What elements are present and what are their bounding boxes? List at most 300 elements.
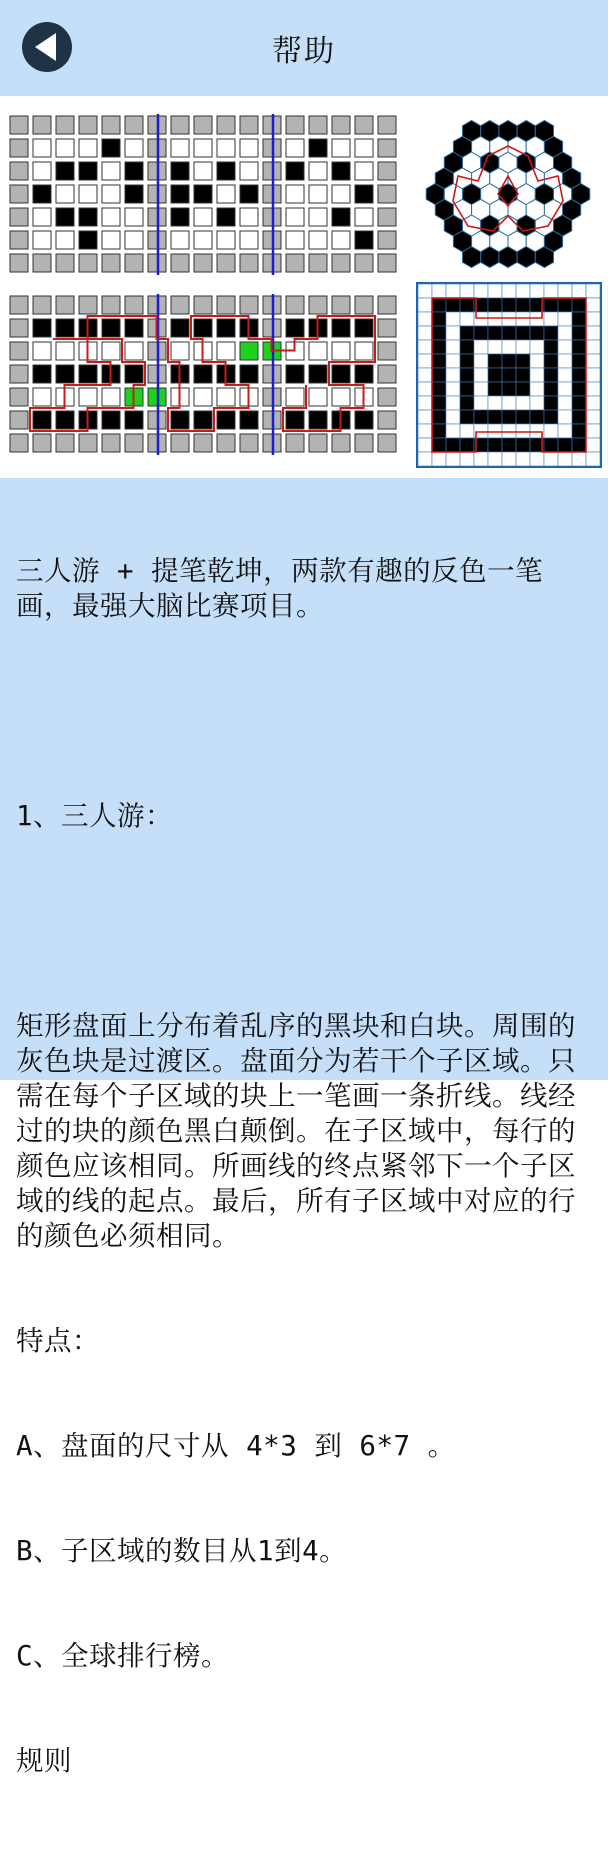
square-cell <box>544 424 558 438</box>
square-cell <box>446 396 460 410</box>
grid-cell <box>102 342 120 360</box>
square-cell <box>586 424 600 438</box>
grid-cell <box>286 139 304 157</box>
hex-cell <box>572 184 590 205</box>
square-cell <box>418 312 432 326</box>
square-cell <box>544 438 558 452</box>
grid-cell <box>10 296 28 314</box>
square-cell <box>516 368 530 382</box>
square-cell <box>502 340 516 354</box>
grid-cell <box>378 434 396 452</box>
grid-cell <box>56 319 74 337</box>
grid-cell <box>10 162 28 180</box>
square-cell <box>474 396 488 410</box>
square-cell <box>586 340 600 354</box>
grid-cell <box>10 434 28 452</box>
grid-cell <box>56 139 74 157</box>
square-cell <box>418 284 432 298</box>
grid-cell <box>194 208 212 226</box>
grid-cell <box>332 365 350 383</box>
grid-cell <box>217 116 235 134</box>
square-cell <box>516 354 530 368</box>
grid-cell <box>286 208 304 226</box>
grid-cell <box>378 342 396 360</box>
square-cell <box>516 326 530 340</box>
square-cell <box>474 410 488 424</box>
square-cell <box>586 368 600 382</box>
grid-cell <box>125 208 143 226</box>
square-cell <box>474 382 488 396</box>
square-cell <box>530 284 544 298</box>
square-cell <box>432 382 446 396</box>
intro-text: 三人游 + 提笔乾坤，两款有趣的反色一笔画，最强大脑比赛项目。 <box>16 555 544 622</box>
grid-cell <box>286 254 304 272</box>
grid-cell <box>240 185 258 203</box>
square-cell <box>586 312 600 326</box>
grid-cell <box>332 388 350 406</box>
feature-a: A、盘面的尺寸从 4*3 到 6*7 。 <box>16 1430 456 1462</box>
grid-cell <box>355 411 373 429</box>
square-cell <box>418 410 432 424</box>
square-cell <box>432 326 446 340</box>
grid-cell <box>378 139 396 157</box>
square-cell <box>558 396 572 410</box>
grid-cell <box>33 388 51 406</box>
features-title: 特点： <box>16 1325 100 1357</box>
square-cell <box>558 424 572 438</box>
square-cell <box>460 438 474 452</box>
square-cell <box>516 452 530 466</box>
grid-cell <box>125 185 143 203</box>
square-cell <box>586 298 600 312</box>
grid-cell <box>194 254 212 272</box>
grid-cell <box>33 254 51 272</box>
grid-cell <box>56 208 74 226</box>
grid-cell <box>378 388 396 406</box>
grid-cell <box>194 434 212 452</box>
square-cell <box>558 326 572 340</box>
grid-cell <box>125 231 143 249</box>
grid-cell <box>10 116 28 134</box>
grid-cell <box>217 296 235 314</box>
grid-cell <box>217 411 235 429</box>
header-bar <box>0 0 608 96</box>
grid-cell <box>240 162 258 180</box>
square-cell <box>502 326 516 340</box>
section-body-sanrenyou: 矩形盘面上分布着乱序的黑块和白块。周围的灰色块是过渡区。盘面分为若干个子区域。只需在每个子区域的块上一笔画一条折线。线经过的块的颜色黑白颠倒。在子区域中，每行的颜色应该相同。所画线的终点紧邻下一个子区域的线的起点。最后，所有子区域中对应的行的颜色必须相同。 <box>16 1010 576 1252</box>
square-cell <box>418 438 432 452</box>
grid-cell <box>56 434 74 452</box>
grid-cell <box>171 319 189 337</box>
grid-cell <box>240 411 258 429</box>
square-cell <box>446 410 460 424</box>
grid-cell <box>171 296 189 314</box>
grid-cell <box>194 231 212 249</box>
grid-cell <box>194 162 212 180</box>
grid-cell <box>378 365 396 383</box>
square-cell <box>460 312 474 326</box>
grid-cell <box>171 231 189 249</box>
grid-cell <box>240 296 258 314</box>
square-cell <box>530 340 544 354</box>
grid-cell <box>240 342 258 360</box>
grid-cell <box>309 365 327 383</box>
grid-cell <box>125 139 143 157</box>
square-cell <box>432 368 446 382</box>
grid-cell <box>102 296 120 314</box>
grid-cell <box>33 162 51 180</box>
grid-cell <box>217 231 235 249</box>
grid-cell <box>10 411 28 429</box>
grid-cell <box>240 365 258 383</box>
square-cell <box>488 424 502 438</box>
grid-cell <box>171 116 189 134</box>
square-cell <box>418 368 432 382</box>
grid-cell <box>56 365 74 383</box>
grid-cell <box>286 319 304 337</box>
puzzle-grid-unsolved <box>8 114 408 289</box>
grid-cell <box>355 116 373 134</box>
square-cell <box>460 452 474 466</box>
grid-cell <box>56 162 74 180</box>
grid-cell <box>286 388 304 406</box>
grid-cell <box>378 208 396 226</box>
grid-cell <box>240 139 258 157</box>
square-cell <box>516 410 530 424</box>
square-cell <box>418 340 432 354</box>
square-cell <box>544 340 558 354</box>
grid-cell <box>309 254 327 272</box>
grid-cell <box>355 434 373 452</box>
square-cell <box>432 298 446 312</box>
square-cell <box>544 410 558 424</box>
square-cell <box>460 368 474 382</box>
grid-cell <box>309 388 327 406</box>
grid-cell <box>286 116 304 134</box>
grid-cell <box>378 185 396 203</box>
grid-cell <box>355 139 373 157</box>
grid-cell <box>171 139 189 157</box>
grid-cell <box>10 139 28 157</box>
grid-cell <box>56 254 74 272</box>
square-cell <box>586 438 600 452</box>
grid-cell <box>286 162 304 180</box>
square-cell <box>558 354 572 368</box>
square-cell <box>418 354 432 368</box>
square-cell <box>558 410 572 424</box>
square-cell <box>460 326 474 340</box>
square-cell <box>432 424 446 438</box>
square-cell <box>502 298 516 312</box>
square-cell <box>474 340 488 354</box>
square-cell <box>544 354 558 368</box>
square-cell <box>488 382 502 396</box>
square-cell <box>432 396 446 410</box>
square-cell <box>460 284 474 298</box>
square-cell <box>446 326 460 340</box>
square-cell <box>586 284 600 298</box>
square-cell <box>488 368 502 382</box>
grid-cell <box>125 365 143 383</box>
square-cell <box>572 354 586 368</box>
puzzle-grid-solved <box>8 294 408 469</box>
square-cell <box>516 340 530 354</box>
grid-cell <box>378 319 396 337</box>
square-cell <box>530 354 544 368</box>
square-cell <box>418 424 432 438</box>
page-title: 帮助 <box>272 34 336 69</box>
grid-cell <box>194 365 212 383</box>
square-cell <box>432 354 446 368</box>
square-cell <box>432 410 446 424</box>
grid-cell <box>286 296 304 314</box>
square-cell <box>488 298 502 312</box>
grid-cell <box>355 254 373 272</box>
square-cell <box>586 382 600 396</box>
square-cell <box>502 382 516 396</box>
square-cell <box>460 298 474 312</box>
section-title-sanrenyou: 1、三人游： <box>16 800 174 832</box>
grid-cell <box>217 208 235 226</box>
square-cell <box>586 396 600 410</box>
square-cell <box>572 396 586 410</box>
grid-cell <box>125 254 143 272</box>
grid-cell <box>332 319 350 337</box>
square-cell <box>530 452 544 466</box>
grid-cell <box>102 319 120 337</box>
grid-cell <box>33 185 51 203</box>
grid-cell <box>33 434 51 452</box>
square-cell <box>586 410 600 424</box>
grid-cell <box>171 162 189 180</box>
grid-cell <box>171 254 189 272</box>
square-cell <box>418 452 432 466</box>
grid-cell <box>355 319 373 337</box>
grid-cell <box>125 162 143 180</box>
square-cell <box>432 340 446 354</box>
square-cell <box>432 438 446 452</box>
grid-cell <box>10 231 28 249</box>
grid-cell <box>309 434 327 452</box>
grid-cell <box>10 208 28 226</box>
square-cell <box>502 368 516 382</box>
grid-cell <box>33 116 51 134</box>
grid-cell <box>378 162 396 180</box>
grid-cell <box>33 365 51 383</box>
square-cell <box>460 410 474 424</box>
grid-cell <box>355 342 373 360</box>
square-cell <box>460 396 474 410</box>
grid-cell <box>125 411 143 429</box>
grid-cell <box>79 185 97 203</box>
grid-cell <box>79 139 97 157</box>
feature-c: C、全球排行榜。 <box>16 1640 230 1672</box>
grid-cell <box>194 319 212 337</box>
square-cell <box>432 452 446 466</box>
square-cell <box>544 382 558 396</box>
grid-cell <box>332 296 350 314</box>
square-cell <box>558 340 572 354</box>
grid-cell <box>102 434 120 452</box>
grid-cell <box>56 296 74 314</box>
grid-cell <box>240 254 258 272</box>
grid-cell <box>10 319 28 337</box>
grid-cell <box>355 185 373 203</box>
square-cell <box>502 396 516 410</box>
grid-cell <box>33 139 51 157</box>
grid-cell <box>286 185 304 203</box>
grid-cell <box>56 116 74 134</box>
grid-cell <box>378 411 396 429</box>
grid-cell <box>102 116 120 134</box>
square-cell <box>572 368 586 382</box>
square-cell <box>558 452 572 466</box>
square-cell <box>530 410 544 424</box>
grid-cell <box>102 185 120 203</box>
square-cell <box>474 284 488 298</box>
grid-cell <box>171 342 189 360</box>
square-cell <box>572 326 586 340</box>
square-cell <box>488 410 502 424</box>
square-cell <box>572 284 586 298</box>
grid-cell <box>332 139 350 157</box>
square-cell <box>572 438 586 452</box>
grid-cell <box>217 319 235 337</box>
square-cell <box>432 312 446 326</box>
rules-title: 规则 <box>16 1745 72 1777</box>
grid-cell <box>10 254 28 272</box>
grid-cell <box>378 296 396 314</box>
square-cell <box>474 326 488 340</box>
square-cell <box>516 424 530 438</box>
grid-cell <box>125 319 143 337</box>
square-cell <box>516 312 530 326</box>
grid-cell <box>286 365 304 383</box>
square-cell <box>572 410 586 424</box>
square-cell <box>418 396 432 410</box>
grid-cell <box>194 411 212 429</box>
grid-cell <box>56 411 74 429</box>
square-cell <box>530 326 544 340</box>
square-cell <box>460 354 474 368</box>
square-cell <box>474 354 488 368</box>
square-cell <box>516 298 530 312</box>
square-cell <box>488 396 502 410</box>
square-cell <box>502 410 516 424</box>
grid-cell <box>355 365 373 383</box>
grid-cell <box>102 411 120 429</box>
square-cell <box>446 438 460 452</box>
grid-cell <box>33 342 51 360</box>
square-cell <box>544 298 558 312</box>
square-cell <box>572 340 586 354</box>
grid-cell <box>332 342 350 360</box>
grid-cell <box>355 208 373 226</box>
grid-cell <box>332 162 350 180</box>
square-cell <box>474 452 488 466</box>
grid-cell <box>378 254 396 272</box>
square-cell <box>586 452 600 466</box>
square-cell <box>446 424 460 438</box>
square-cell <box>460 424 474 438</box>
square-cell <box>488 354 502 368</box>
grid-cell <box>309 296 327 314</box>
grid-cell <box>125 296 143 314</box>
grid-cell <box>332 208 350 226</box>
grid-cell <box>102 208 120 226</box>
grid-cell <box>194 185 212 203</box>
square-cell <box>558 382 572 396</box>
square-cell <box>488 312 502 326</box>
grid-cell <box>194 139 212 157</box>
grid-cell <box>217 388 235 406</box>
grid-cell <box>102 231 120 249</box>
grid-cell <box>194 388 212 406</box>
grid-cell <box>217 342 235 360</box>
square-cell <box>446 312 460 326</box>
grid-cell <box>33 208 51 226</box>
square-cell <box>418 298 432 312</box>
square-cell <box>544 396 558 410</box>
grid-cell <box>10 342 28 360</box>
grid-cell <box>286 434 304 452</box>
grid-cell <box>125 116 143 134</box>
grid-cell <box>309 342 327 360</box>
square-cell <box>446 284 460 298</box>
grid-cell <box>240 231 258 249</box>
grid-cell <box>79 254 97 272</box>
grid-cell <box>240 434 258 452</box>
grid-cell <box>309 185 327 203</box>
square-cell <box>502 424 516 438</box>
square-cell <box>544 284 558 298</box>
square-cell <box>544 452 558 466</box>
grid-cell <box>309 139 327 157</box>
square-cell <box>488 452 502 466</box>
square-cell <box>586 354 600 368</box>
square-cell <box>558 298 572 312</box>
square-cell <box>572 382 586 396</box>
grid-cell <box>217 162 235 180</box>
square-cell <box>544 326 558 340</box>
grid-cell <box>10 388 28 406</box>
grid-cell <box>240 116 258 134</box>
square-cell <box>446 382 460 396</box>
grid-cell <box>378 231 396 249</box>
square-cell <box>502 438 516 452</box>
grid-cell <box>102 254 120 272</box>
square-cell <box>488 284 502 298</box>
grid-cell <box>102 139 120 157</box>
square-cell <box>558 438 572 452</box>
grid-cell <box>194 296 212 314</box>
square-cell <box>530 382 544 396</box>
grid-cell <box>56 342 74 360</box>
grid-cell <box>217 434 235 452</box>
square-cell <box>530 396 544 410</box>
square-cell <box>502 452 516 466</box>
grid-cell <box>171 185 189 203</box>
grid-cell <box>355 162 373 180</box>
square-cell <box>460 382 474 396</box>
grid-cell <box>79 365 97 383</box>
grid-cell <box>79 231 97 249</box>
grid-cell <box>10 365 28 383</box>
grid-cell <box>33 319 51 337</box>
square-cell <box>460 340 474 354</box>
grid-cell <box>125 434 143 452</box>
square-cell <box>488 340 502 354</box>
